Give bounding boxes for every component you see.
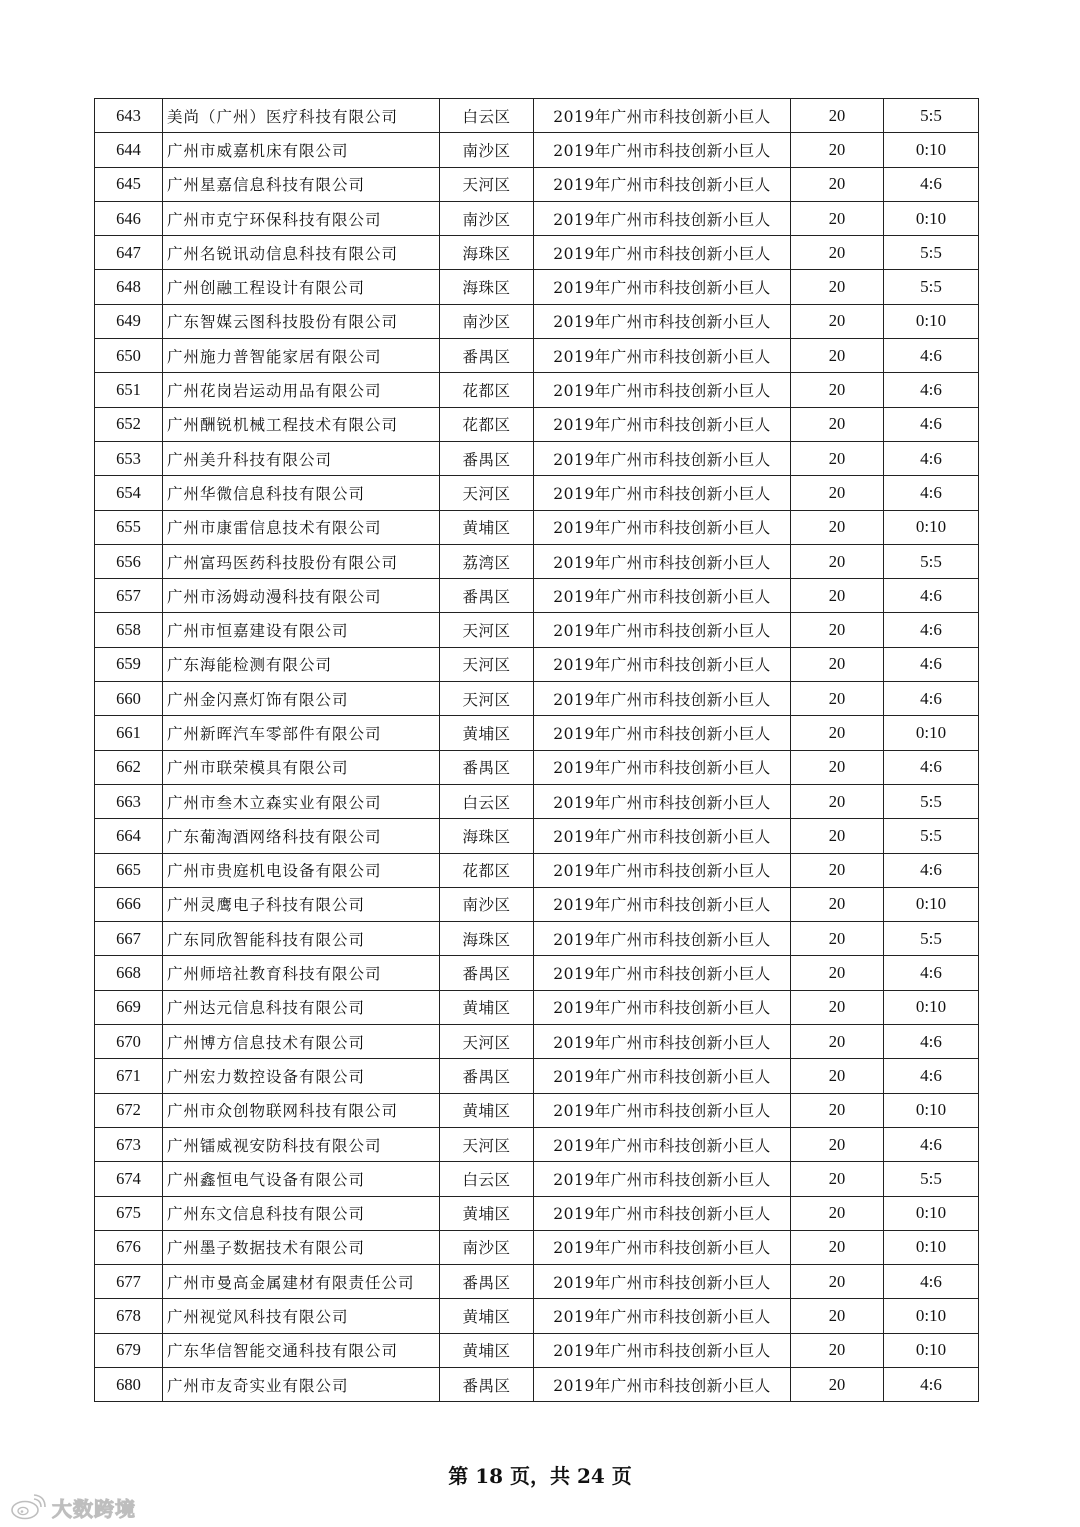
cell-district: 番禺区 bbox=[440, 956, 534, 990]
table-row bbox=[95, 1367, 979, 1401]
cell-score: 20 bbox=[791, 1367, 884, 1401]
cell-project: 2019年广州市科技创新小巨人 bbox=[534, 784, 791, 818]
table-row bbox=[95, 1230, 979, 1264]
cell-ratio: 4:6 bbox=[884, 407, 979, 441]
cell-number: 678 bbox=[95, 1299, 163, 1333]
watermark-text: 大数跨境 bbox=[52, 1496, 136, 1521]
table-row bbox=[95, 750, 979, 784]
cell-score: 20 bbox=[791, 201, 884, 235]
cell-company-name: 广州酬锐机械工程技术有限公司 bbox=[163, 407, 440, 441]
cell-company-name: 广州星嘉信息科技有限公司 bbox=[163, 167, 440, 201]
cell-company-name: 广州市克宁环保科技有限公司 bbox=[163, 201, 440, 235]
cell-number: 680 bbox=[95, 1367, 163, 1401]
cell-district: 白云区 bbox=[440, 784, 534, 818]
table-row bbox=[95, 201, 979, 235]
cell-district: 白云区 bbox=[440, 99, 534, 133]
cell-number: 650 bbox=[95, 339, 163, 373]
cell-score: 20 bbox=[791, 304, 884, 338]
cell-score: 20 bbox=[791, 716, 884, 750]
cell-number: 663 bbox=[95, 784, 163, 818]
cell-district: 黄埔区 bbox=[440, 990, 534, 1024]
cell-company-name: 广州美升科技有限公司 bbox=[163, 441, 440, 475]
table-row bbox=[95, 304, 979, 338]
cell-number: 662 bbox=[95, 750, 163, 784]
cell-district: 番禺区 bbox=[440, 339, 534, 373]
cell-company-name: 广州市威嘉机床有限公司 bbox=[163, 133, 440, 167]
cell-district: 番禺区 bbox=[440, 1059, 534, 1093]
cell-project: 2019年广州市科技创新小巨人 bbox=[534, 853, 791, 887]
table-row bbox=[95, 682, 979, 716]
table-row bbox=[95, 1162, 979, 1196]
cell-company-name: 广州达元信息科技有限公司 bbox=[163, 990, 440, 1024]
cell-project: 2019年广州市科技创新小巨人 bbox=[534, 99, 791, 133]
cell-project: 2019年广州市科技创新小巨人 bbox=[534, 990, 791, 1024]
cell-district: 番禺区 bbox=[440, 441, 534, 475]
cell-ratio: 0:10 bbox=[884, 887, 979, 921]
cell-district: 天河区 bbox=[440, 1127, 534, 1161]
cell-score: 20 bbox=[791, 1162, 884, 1196]
cell-project: 2019年广州市科技创新小巨人 bbox=[534, 1265, 791, 1299]
cell-district: 天河区 bbox=[440, 476, 534, 510]
table-row bbox=[95, 339, 979, 373]
cell-company-name: 广州花岗岩运动用品有限公司 bbox=[163, 373, 440, 407]
cell-project: 2019年广州市科技创新小巨人 bbox=[534, 236, 791, 270]
cell-company-name: 广州墨子数据技术有限公司 bbox=[163, 1230, 440, 1264]
cell-score: 20 bbox=[791, 510, 884, 544]
cell-ratio: 0:10 bbox=[884, 1196, 979, 1230]
cell-ratio: 0:10 bbox=[884, 201, 979, 235]
cell-ratio: 5:5 bbox=[884, 1162, 979, 1196]
cell-number: 643 bbox=[95, 99, 163, 133]
cell-district: 番禺区 bbox=[440, 1367, 534, 1401]
cell-number: 667 bbox=[95, 922, 163, 956]
cell-ratio: 4:6 bbox=[884, 682, 979, 716]
cell-district: 海珠区 bbox=[440, 922, 534, 956]
cell-company-name: 广州市康雷信息技术有限公司 bbox=[163, 510, 440, 544]
table-row bbox=[95, 441, 979, 475]
cell-district: 南沙区 bbox=[440, 1230, 534, 1264]
company-table bbox=[94, 98, 979, 1402]
cell-district: 黄埔区 bbox=[440, 1299, 534, 1333]
cell-score: 20 bbox=[791, 784, 884, 818]
cell-district: 南沙区 bbox=[440, 304, 534, 338]
cell-project: 2019年广州市科技创新小巨人 bbox=[534, 956, 791, 990]
cell-project: 2019年广州市科技创新小巨人 bbox=[534, 304, 791, 338]
cell-company-name: 广东华信智能交通科技有限公司 bbox=[163, 1333, 440, 1367]
cell-ratio: 0:10 bbox=[884, 1333, 979, 1367]
cell-project: 2019年广州市科技创新小巨人 bbox=[534, 339, 791, 373]
cell-project: 2019年广州市科技创新小巨人 bbox=[534, 1059, 791, 1093]
cell-project: 2019年广州市科技创新小巨人 bbox=[534, 579, 791, 613]
cell-district: 黄埔区 bbox=[440, 1333, 534, 1367]
cell-score: 20 bbox=[791, 1299, 884, 1333]
cell-project: 2019年广州市科技创新小巨人 bbox=[534, 476, 791, 510]
cell-district: 天河区 bbox=[440, 613, 534, 647]
cell-ratio: 4:6 bbox=[884, 167, 979, 201]
cell-district: 海珠区 bbox=[440, 236, 534, 270]
cell-company-name: 广州新晖汽车零部件有限公司 bbox=[163, 716, 440, 750]
cell-company-name: 美尚（广州）医疗科技有限公司 bbox=[163, 99, 440, 133]
table-row bbox=[95, 853, 979, 887]
cell-number: 660 bbox=[95, 682, 163, 716]
cell-number: 656 bbox=[95, 544, 163, 578]
cell-score: 20 bbox=[791, 441, 884, 475]
cell-district: 南沙区 bbox=[440, 133, 534, 167]
cell-number: 673 bbox=[95, 1127, 163, 1161]
table-row bbox=[95, 167, 979, 201]
cell-ratio: 0:10 bbox=[884, 990, 979, 1024]
cell-score: 20 bbox=[791, 682, 884, 716]
cell-number: 674 bbox=[95, 1162, 163, 1196]
cell-company-name: 广东同欣智能科技有限公司 bbox=[163, 922, 440, 956]
cell-number: 659 bbox=[95, 647, 163, 681]
cell-number: 653 bbox=[95, 441, 163, 475]
cell-number: 668 bbox=[95, 956, 163, 990]
cell-ratio: 0:10 bbox=[884, 133, 979, 167]
cell-district: 花都区 bbox=[440, 407, 534, 441]
cell-number: 658 bbox=[95, 613, 163, 647]
cell-company-name: 广州市叁木立森实业有限公司 bbox=[163, 784, 440, 818]
table-row bbox=[95, 236, 979, 270]
cell-ratio: 5:5 bbox=[884, 784, 979, 818]
cell-score: 20 bbox=[791, 1230, 884, 1264]
cell-ratio: 4:6 bbox=[884, 1265, 979, 1299]
cell-district: 天河区 bbox=[440, 167, 534, 201]
cell-ratio: 4:6 bbox=[884, 613, 979, 647]
weibo-icon bbox=[10, 1494, 46, 1520]
cell-company-name: 广州市曼高金属建材有限责任公司 bbox=[163, 1265, 440, 1299]
cell-district: 南沙区 bbox=[440, 201, 534, 235]
cell-project: 2019年广州市科技创新小巨人 bbox=[534, 201, 791, 235]
cell-district: 荔湾区 bbox=[440, 544, 534, 578]
cell-company-name: 广州师培社教育科技有限公司 bbox=[163, 956, 440, 990]
cell-district: 天河区 bbox=[440, 1025, 534, 1059]
cell-project: 2019年广州市科技创新小巨人 bbox=[534, 544, 791, 578]
cell-score: 20 bbox=[791, 1093, 884, 1127]
cell-company-name: 广州金闪熹灯饰有限公司 bbox=[163, 682, 440, 716]
table-row bbox=[95, 544, 979, 578]
cell-ratio: 5:5 bbox=[884, 99, 979, 133]
cell-project: 2019年广州市科技创新小巨人 bbox=[534, 1333, 791, 1367]
cell-district: 番禺区 bbox=[440, 1265, 534, 1299]
cell-score: 20 bbox=[791, 647, 884, 681]
table-row bbox=[95, 373, 979, 407]
table-row bbox=[95, 510, 979, 544]
cell-ratio: 5:5 bbox=[884, 270, 979, 304]
cell-company-name: 广州博方信息技术有限公司 bbox=[163, 1025, 440, 1059]
cell-project: 2019年广州市科技创新小巨人 bbox=[534, 1367, 791, 1401]
cell-ratio: 4:6 bbox=[884, 441, 979, 475]
cell-number: 665 bbox=[95, 853, 163, 887]
cell-score: 20 bbox=[791, 922, 884, 956]
cell-company-name: 广州施力普智能家居有限公司 bbox=[163, 339, 440, 373]
cell-project: 2019年广州市科技创新小巨人 bbox=[534, 1299, 791, 1333]
cell-number: 651 bbox=[95, 373, 163, 407]
cell-score: 20 bbox=[791, 373, 884, 407]
cell-company-name: 广州华微信息科技有限公司 bbox=[163, 476, 440, 510]
cell-number: 676 bbox=[95, 1230, 163, 1264]
cell-company-name: 广东葡淘酒网络科技有限公司 bbox=[163, 819, 440, 853]
cell-ratio: 4:6 bbox=[884, 476, 979, 510]
cell-number: 657 bbox=[95, 579, 163, 613]
cell-number: 669 bbox=[95, 990, 163, 1024]
cell-district: 天河区 bbox=[440, 647, 534, 681]
cell-project: 2019年广州市科技创新小巨人 bbox=[534, 167, 791, 201]
cell-number: 677 bbox=[95, 1265, 163, 1299]
cell-project: 2019年广州市科技创新小巨人 bbox=[534, 270, 791, 304]
cell-project: 2019年广州市科技创新小巨人 bbox=[534, 510, 791, 544]
cell-score: 20 bbox=[791, 1333, 884, 1367]
cell-ratio: 4:6 bbox=[884, 1127, 979, 1161]
cell-project: 2019年广州市科技创新小巨人 bbox=[534, 1127, 791, 1161]
cell-project: 2019年广州市科技创新小巨人 bbox=[534, 1162, 791, 1196]
cell-district: 花都区 bbox=[440, 373, 534, 407]
cell-number: 679 bbox=[95, 1333, 163, 1367]
cell-score: 20 bbox=[791, 750, 884, 784]
cell-number: 655 bbox=[95, 510, 163, 544]
table-row bbox=[95, 579, 979, 613]
cell-ratio: 5:5 bbox=[884, 544, 979, 578]
cell-number: 672 bbox=[95, 1093, 163, 1127]
cell-company-name: 广州市友奇实业有限公司 bbox=[163, 1367, 440, 1401]
cell-ratio: 5:5 bbox=[884, 236, 979, 270]
table-row bbox=[95, 133, 979, 167]
cell-ratio: 0:10 bbox=[884, 510, 979, 544]
cell-project: 2019年广州市科技创新小巨人 bbox=[534, 613, 791, 647]
cell-score: 20 bbox=[791, 887, 884, 921]
cell-score: 20 bbox=[791, 819, 884, 853]
cell-project: 2019年广州市科技创新小巨人 bbox=[534, 647, 791, 681]
cell-number: 649 bbox=[95, 304, 163, 338]
cell-project: 2019年广州市科技创新小巨人 bbox=[534, 1093, 791, 1127]
table-row bbox=[95, 819, 979, 853]
cell-ratio: 4:6 bbox=[884, 647, 979, 681]
cell-company-name: 广州东文信息科技有限公司 bbox=[163, 1196, 440, 1230]
cell-ratio: 4:6 bbox=[884, 750, 979, 784]
cell-score: 20 bbox=[791, 544, 884, 578]
cell-ratio: 4:6 bbox=[884, 956, 979, 990]
cell-district: 南沙区 bbox=[440, 887, 534, 921]
cell-score: 20 bbox=[791, 956, 884, 990]
cell-company-name: 广东智媒云图科技股份有限公司 bbox=[163, 304, 440, 338]
cell-company-name: 广东海能检测有限公司 bbox=[163, 647, 440, 681]
cell-project: 2019年广州市科技创新小巨人 bbox=[534, 819, 791, 853]
cell-district: 黄埔区 bbox=[440, 510, 534, 544]
table-row bbox=[95, 99, 979, 133]
cell-district: 海珠区 bbox=[440, 270, 534, 304]
table-row bbox=[95, 784, 979, 818]
cell-district: 花都区 bbox=[440, 853, 534, 887]
cell-project: 2019年广州市科技创新小巨人 bbox=[534, 1025, 791, 1059]
cell-score: 20 bbox=[791, 99, 884, 133]
cell-ratio: 5:5 bbox=[884, 819, 979, 853]
cell-company-name: 广州视觉风科技有限公司 bbox=[163, 1299, 440, 1333]
page-number: 第 18 页，共 24 页 bbox=[448, 1464, 632, 1488]
cell-score: 20 bbox=[791, 853, 884, 887]
cell-ratio: 4:6 bbox=[884, 853, 979, 887]
cell-ratio: 0:10 bbox=[884, 716, 979, 750]
cell-project: 2019年广州市科技创新小巨人 bbox=[534, 407, 791, 441]
table-body bbox=[95, 99, 979, 1402]
cell-score: 20 bbox=[791, 1025, 884, 1059]
cell-company-name: 广州市联荣模具有限公司 bbox=[163, 750, 440, 784]
cell-district: 番禺区 bbox=[440, 750, 534, 784]
cell-ratio: 5:5 bbox=[884, 922, 979, 956]
table-row bbox=[95, 476, 979, 510]
cell-number: 670 bbox=[95, 1025, 163, 1059]
cell-project: 2019年广州市科技创新小巨人 bbox=[534, 441, 791, 475]
cell-score: 20 bbox=[791, 613, 884, 647]
cell-ratio: 4:6 bbox=[884, 1059, 979, 1093]
cell-ratio: 4:6 bbox=[884, 1367, 979, 1401]
cell-number: 675 bbox=[95, 1196, 163, 1230]
cell-project: 2019年广州市科技创新小巨人 bbox=[534, 750, 791, 784]
table-row bbox=[95, 887, 979, 921]
cell-number: 654 bbox=[95, 476, 163, 510]
cell-ratio: 4:6 bbox=[884, 579, 979, 613]
cell-score: 20 bbox=[791, 236, 884, 270]
cell-ratio: 4:6 bbox=[884, 1025, 979, 1059]
table-row bbox=[95, 647, 979, 681]
cell-score: 20 bbox=[791, 407, 884, 441]
cell-district: 海珠区 bbox=[440, 819, 534, 853]
cell-project: 2019年广州市科技创新小巨人 bbox=[534, 1230, 791, 1264]
cell-score: 20 bbox=[791, 1265, 884, 1299]
cell-company-name: 广州市贵庭机电设备有限公司 bbox=[163, 853, 440, 887]
cell-ratio: 0:10 bbox=[884, 1093, 979, 1127]
table-row bbox=[95, 1093, 979, 1127]
cell-district: 黄埔区 bbox=[440, 1093, 534, 1127]
cell-project: 2019年广州市科技创新小巨人 bbox=[534, 887, 791, 921]
cell-company-name: 广州创融工程设计有限公司 bbox=[163, 270, 440, 304]
cell-project: 2019年广州市科技创新小巨人 bbox=[534, 1196, 791, 1230]
table-row bbox=[95, 1265, 979, 1299]
cell-project: 2019年广州市科技创新小巨人 bbox=[534, 373, 791, 407]
cell-company-name: 广州鑫恒电气设备有限公司 bbox=[163, 1162, 440, 1196]
cell-score: 20 bbox=[791, 1059, 884, 1093]
cell-number: 664 bbox=[95, 819, 163, 853]
cell-score: 20 bbox=[791, 1196, 884, 1230]
table-row bbox=[95, 1127, 979, 1161]
cell-number: 647 bbox=[95, 236, 163, 270]
cell-district: 白云区 bbox=[440, 1162, 534, 1196]
cell-company-name: 广州镭威视安防科技有限公司 bbox=[163, 1127, 440, 1161]
cell-score: 20 bbox=[791, 990, 884, 1024]
table-row bbox=[95, 956, 979, 990]
cell-number: 648 bbox=[95, 270, 163, 304]
cell-number: 645 bbox=[95, 167, 163, 201]
cell-number: 671 bbox=[95, 1059, 163, 1093]
cell-ratio: 4:6 bbox=[884, 339, 979, 373]
cell-company-name: 广州市众创物联网科技有限公司 bbox=[163, 1093, 440, 1127]
cell-number: 661 bbox=[95, 716, 163, 750]
cell-ratio: 0:10 bbox=[884, 1299, 979, 1333]
cell-company-name: 广州名锐讯动信息科技有限公司 bbox=[163, 236, 440, 270]
cell-project: 2019年广州市科技创新小巨人 bbox=[534, 716, 791, 750]
cell-score: 20 bbox=[791, 476, 884, 510]
table-row bbox=[95, 407, 979, 441]
cell-district: 黄埔区 bbox=[440, 1196, 534, 1230]
table-row bbox=[95, 922, 979, 956]
cell-district: 天河区 bbox=[440, 682, 534, 716]
table-row bbox=[95, 716, 979, 750]
cell-ratio: 0:10 bbox=[884, 304, 979, 338]
cell-company-name: 广州宏力数控设备有限公司 bbox=[163, 1059, 440, 1093]
table-row bbox=[95, 613, 979, 647]
cell-project: 2019年广州市科技创新小巨人 bbox=[534, 133, 791, 167]
cell-score: 20 bbox=[791, 339, 884, 373]
table-row bbox=[95, 990, 979, 1024]
cell-company-name: 广州富玛医药科技股份有限公司 bbox=[163, 544, 440, 578]
table-row bbox=[95, 1333, 979, 1367]
cell-number: 646 bbox=[95, 201, 163, 235]
cell-district: 黄埔区 bbox=[440, 716, 534, 750]
watermark bbox=[10, 1492, 136, 1522]
cell-district: 番禺区 bbox=[440, 579, 534, 613]
table-row bbox=[95, 1196, 979, 1230]
cell-project: 2019年广州市科技创新小巨人 bbox=[534, 922, 791, 956]
cell-company-name: 广州市汤姆动漫科技有限公司 bbox=[163, 579, 440, 613]
cell-score: 20 bbox=[791, 270, 884, 304]
cell-score: 20 bbox=[791, 579, 884, 613]
cell-number: 644 bbox=[95, 133, 163, 167]
table-row bbox=[95, 1299, 979, 1333]
cell-score: 20 bbox=[791, 133, 884, 167]
cell-company-name: 广州灵鹰电子科技有限公司 bbox=[163, 887, 440, 921]
cell-score: 20 bbox=[791, 1127, 884, 1161]
cell-score: 20 bbox=[791, 167, 884, 201]
cell-company-name: 广州市恒嘉建设有限公司 bbox=[163, 613, 440, 647]
table-row bbox=[95, 1059, 979, 1093]
cell-ratio: 0:10 bbox=[884, 1230, 979, 1264]
table-row bbox=[95, 270, 979, 304]
table-row bbox=[95, 1025, 979, 1059]
cell-number: 666 bbox=[95, 887, 163, 921]
cell-project: 2019年广州市科技创新小巨人 bbox=[534, 682, 791, 716]
cell-number: 652 bbox=[95, 407, 163, 441]
cell-ratio: 4:6 bbox=[884, 373, 979, 407]
